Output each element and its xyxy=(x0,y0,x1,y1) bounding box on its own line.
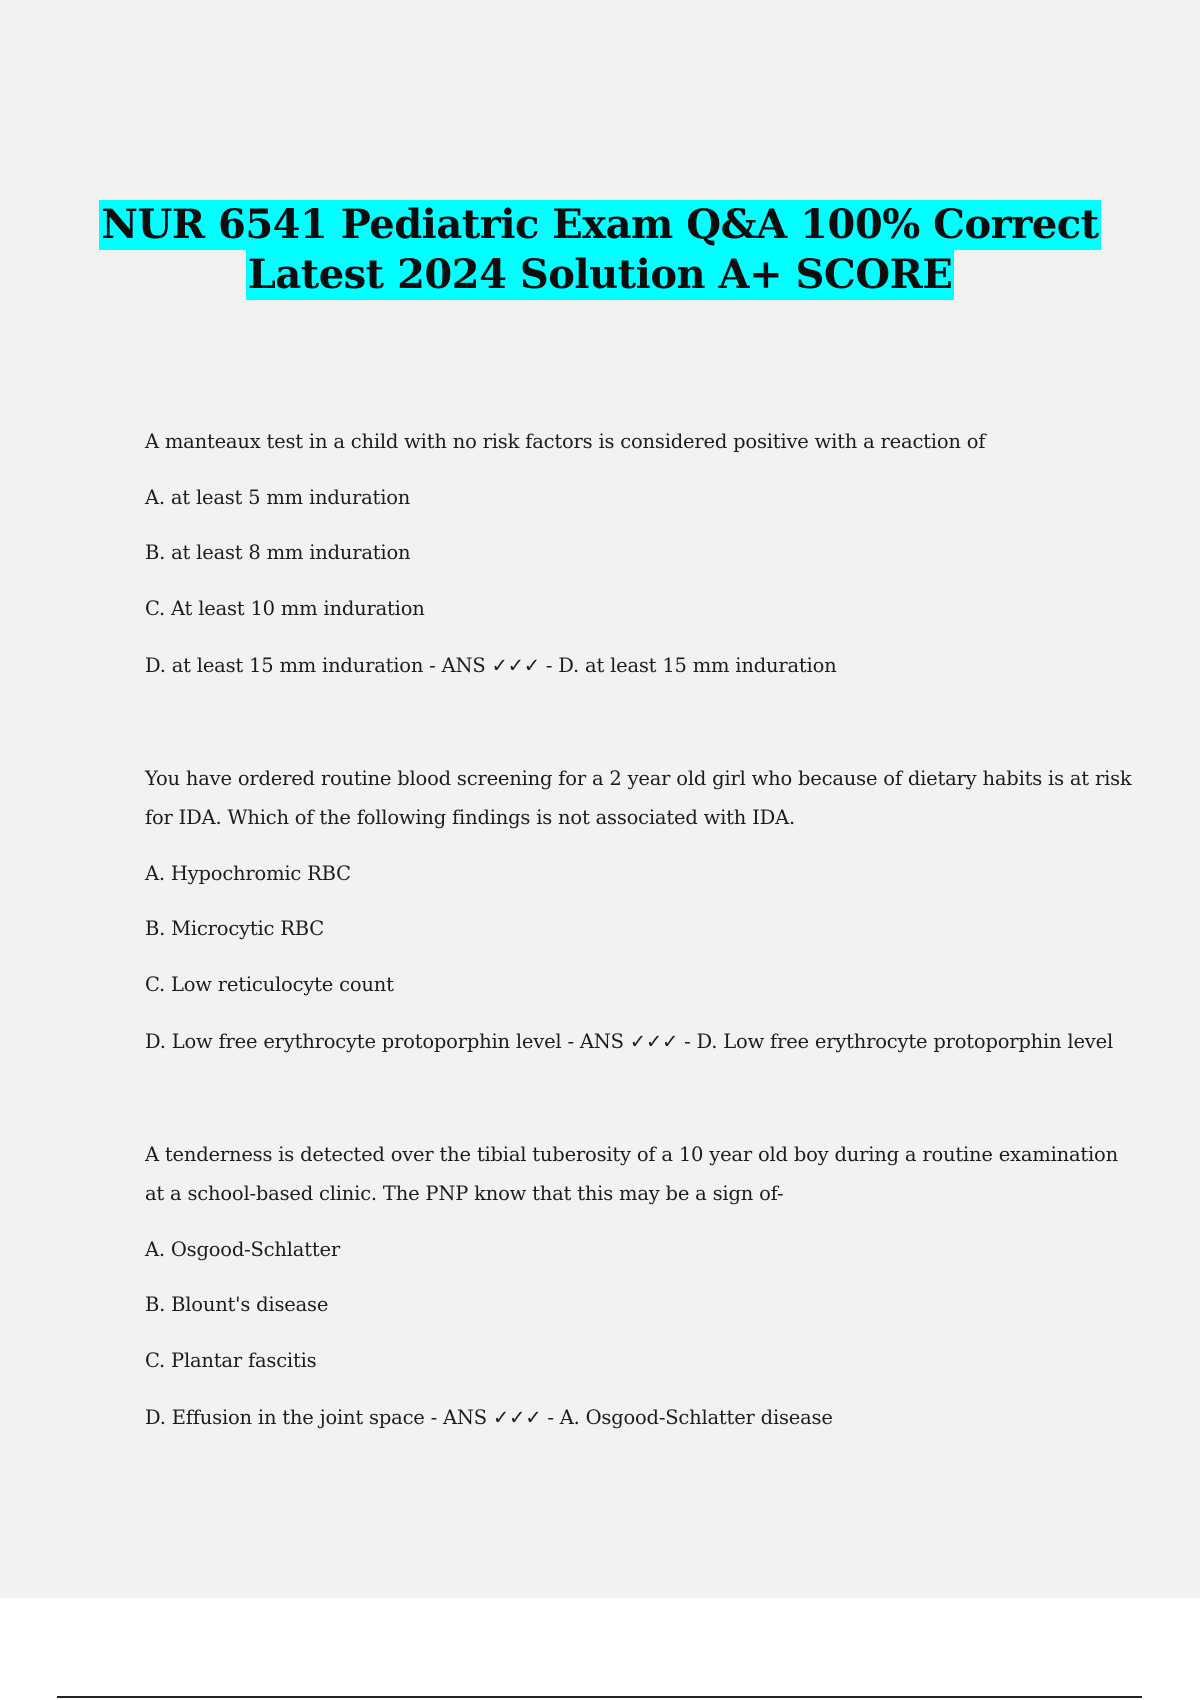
answer-option-a: A. at least 5 mm induration xyxy=(145,486,411,509)
answer-option-c: C. At least 10 mm induration xyxy=(145,597,425,620)
question-stem: for IDA. Which of the following findings is not associated with IDA. xyxy=(145,806,795,829)
question-stem: You have ordered routine blood screening for a 2 year old girl who because of dietary habits is at risk xyxy=(145,767,1132,790)
footer-divider xyxy=(57,1696,1142,1698)
answer-option-b: B. at least 8 mm induration xyxy=(145,541,411,564)
document-title xyxy=(0,200,1200,300)
answer-option-c: C. Plantar fascitis xyxy=(145,1349,317,1372)
answer-option-a: A. Hypochromic RBC xyxy=(145,862,351,885)
answer-option-b: B. Microcytic RBC xyxy=(145,917,324,940)
answer-option-b: B. Blount's disease xyxy=(145,1293,329,1316)
answer-option-a: A. Osgood-Schlatter xyxy=(145,1238,340,1261)
question-stem: A tenderness is detected over the tibial tuberosity of a 10 year old boy during a routine examination xyxy=(145,1143,1118,1166)
answer-option-d: D. Low free erythrocyte protoporphin level - ANS ✓✓✓ - D. Low free erythrocyte protoporphin level xyxy=(145,1030,1113,1053)
title-line-1: NUR 6541 Pediatric Exam Q&A 100% Correct xyxy=(101,201,1099,248)
answer-option-c: C. Low reticulocyte count xyxy=(145,973,394,996)
answer-option-d: D. Effusion in the joint space - ANS ✓✓✓ - A. Osgood-Schlatter disease xyxy=(145,1406,833,1429)
question-stem: A manteaux test in a child with no risk factors is considered positive with a reaction of xyxy=(145,430,986,453)
answer-option-d: D. at least 15 mm induration - ANS ✓✓✓ - D. at least 15 mm induration xyxy=(145,654,837,677)
title-line-2: Latest 2024 Solution A+ SCORE xyxy=(247,251,953,298)
question-stem: at a school-based clinic. The PNP know that this may be a sign of- xyxy=(145,1182,784,1205)
